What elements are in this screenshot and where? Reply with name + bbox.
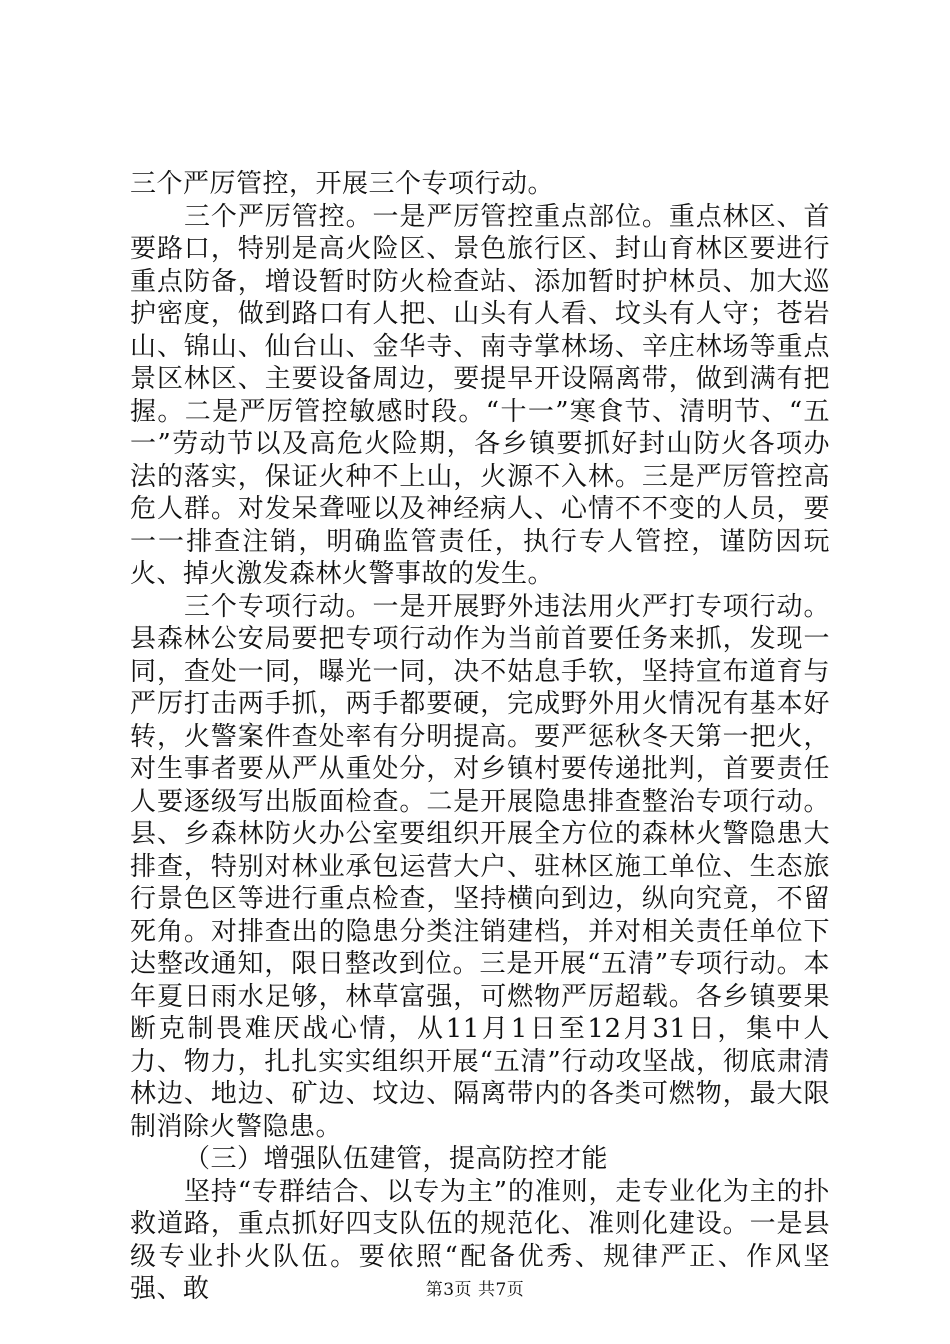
page-number-footer: 第3页 共7页 xyxy=(425,1280,525,1300)
paragraph-three-strict-controls: 三个严厉管控。一是严厉管控重点部位。重点林区、首要路口，特别是高火险区、景色旅行区、封山育林区要进行重点防备，增设暂时防火检查站、添加暂时护林员、加大巡护密度，做到路口有人把、山头有人看、坟头有人守；苍岩山、锦山、仙台山、金华寺、南寺掌林场、辛庄林场等重点景区林区、主要设备周边，要提早开设隔离带，做到满有把握。二是严厉管控敏感时段。“十一”寒食节、清明节、“五一”劳动节以及高危火险期，各乡镇要抓好封山防火各项办法的落实，保证火种不上山，火源不入林。三是严厉管控高危人群。对发呆聋哑以及神经病人、心情不不变的人员，要一一排查注销，明确监管责任，执行专人管控，谨防因玩火、掉火激发森林火警事故的发生。 xyxy=(130,201,830,589)
paragraph-intro-line: 三个严厉管控，开展三个专项行动。 xyxy=(130,169,555,199)
paragraph-team-building: 坚持“专群结合、以专为主”的准则，走专业化为主的扑救道路，重点抓好四支队伍的规范化、准则化建设。一是县级专业扑火队伍。要依照“配备优秀、规律严正、作风坚强、敢 xyxy=(130,1176,830,1304)
document-body xyxy=(130,168,830,1306)
paragraph-three-special-actions: 三个专项行动。一是开展野外违法用火严打专项行动。县森林公安局要把专项行动作为当前首要任务来抓，发现一同，查处一同，曝光一同，决不姑息手软，坚持宣布道育与严厉打击两手抓，两手都要硬，完成野外用火情况有基本好转，火警案件查处率有分明提高。要严惩秋冬天第一把火，对生事者要从严从重处分，对乡镇村要传递批判，首要责任人要逐级写出版面检查。二是开展隐患排查整治专项行动。县、乡森林防火办公室要组织开展全方位的森林火警隐患大排查，特别对林业承包运营大户、驻林区施工单位、生态旅行景色区等进行重点检查，坚持横向到边，纵向究竟，不留死角。对排查出的隐患分类注销建档，并对相关责任单位下达整改通知，限日整改到位。三是开展“五清”专项行动。本年夏日雨水足够，林草富强，可燃物严厉超载。各乡镇要果断克制畏难厌战心情，从11月1日至12月31日，集中人力、物力，扎扎实实组织开展“五清”行动攻坚战，彻底肃清林边、地边、矿边、坟边、隔离带内的各类可燃物，最大限制消除火警隐患。 xyxy=(130,591,830,1142)
section-heading: （三）增强队伍建管，提高防控才能 xyxy=(184,1144,609,1174)
